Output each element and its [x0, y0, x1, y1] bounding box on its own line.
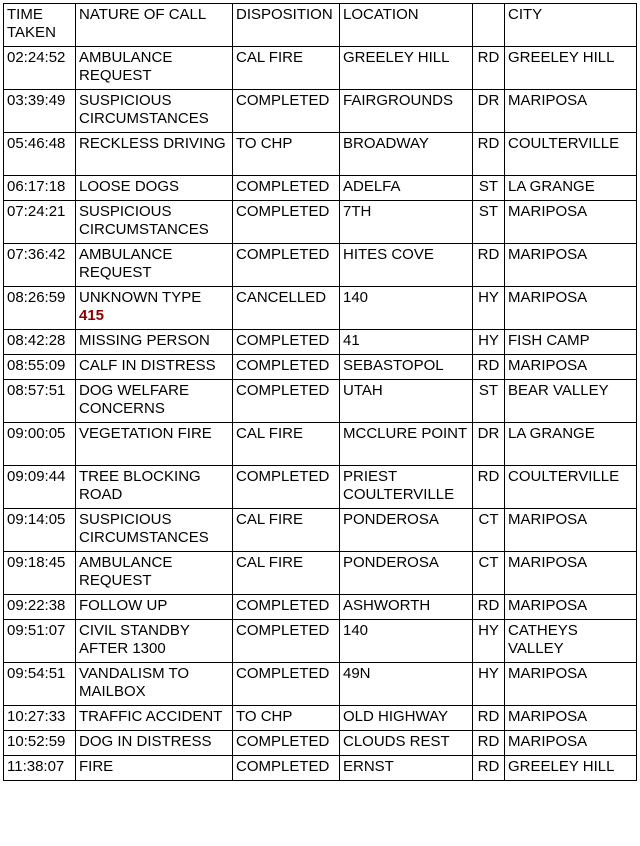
cell-street-suffix [473, 355, 505, 380]
cell-disposition-text: TO CHP [236, 135, 293, 152]
cell-city-text: GREELEY HILL [508, 758, 615, 775]
cell-disposition [233, 706, 340, 731]
cell-location [340, 756, 473, 781]
cell-time-taken-text: 08:55:09 [7, 357, 66, 374]
cell-time-taken-text: 09:00:05 [7, 425, 66, 442]
cell-location-text: HITES COVE [343, 246, 434, 263]
cell-time-taken-text: 09:22:38 [7, 597, 66, 614]
table-row [4, 595, 637, 620]
cell-nature-of-call-text: SUSPICIOUS CIRCUMSTANCES [79, 511, 209, 546]
cell-city [505, 355, 637, 380]
header-location: LOCATION [340, 4, 473, 47]
cell-location-text: UTAH [343, 382, 383, 399]
cell-city [505, 244, 637, 287]
cell-city-text: CATHEYS VALLEY [508, 622, 578, 657]
cell-street-suffix-text: CT [478, 554, 499, 571]
cell-time-taken-text: 09:09:44 [7, 468, 66, 485]
cell-time-taken-text: 03:39:49 [7, 92, 66, 109]
cell-street-suffix [473, 552, 505, 595]
cell-location [340, 90, 473, 133]
cell-location [340, 355, 473, 380]
cell-street-suffix [473, 466, 505, 509]
cell-nature-of-call [76, 509, 233, 552]
table-row [4, 731, 637, 756]
cell-city [505, 423, 637, 466]
cell-street-suffix-text: ST [478, 178, 499, 195]
cell-nature-of-call-text: SUSPICIOUS CIRCUMSTANCES [79, 92, 209, 127]
cell-disposition [233, 756, 340, 781]
cell-city-text: LA GRANGE [508, 425, 595, 442]
cell-time-taken [4, 355, 76, 380]
cell-street-suffix-text: RD [477, 597, 500, 614]
cell-nature-of-call-text: AMBULANCE REQUEST [79, 49, 173, 84]
cell-street-suffix-text: ST [478, 203, 499, 220]
cell-nature-of-call [76, 423, 233, 466]
cell-location-text: GREELEY HILL [343, 49, 450, 66]
cell-disposition-text: COMPLETED [236, 203, 330, 220]
cell-disposition-text: COMPLETED [236, 357, 330, 374]
cell-city [505, 663, 637, 706]
call-code: 415 [79, 307, 105, 324]
cell-street-suffix-text: DR [477, 425, 500, 442]
cell-nature-of-call-text: FIRE [79, 758, 114, 775]
cell-street-suffix [473, 287, 505, 330]
cell-time-taken [4, 244, 76, 287]
cell-city [505, 176, 637, 201]
cell-nature-of-call-text: CIVIL STANDBY AFTER 1300 [79, 622, 190, 657]
cell-nature-of-call-text: UNKNOWN TYPE [79, 289, 202, 306]
cell-nature-of-call [76, 552, 233, 595]
cell-disposition [233, 287, 340, 330]
table-row [4, 201, 637, 244]
cell-time-taken [4, 509, 76, 552]
cell-city [505, 595, 637, 620]
cell-nature-of-call [76, 176, 233, 201]
cell-street-suffix [473, 423, 505, 466]
header-city: CITY [505, 4, 637, 47]
cell-disposition [233, 620, 340, 663]
cell-disposition [233, 509, 340, 552]
cell-location-text: 7TH [343, 203, 372, 220]
table-row [4, 47, 637, 90]
cell-location-text: 49N [343, 665, 371, 682]
cell-location [340, 731, 473, 756]
cell-street-suffix [473, 595, 505, 620]
cell-time-taken-text: 10:27:33 [7, 708, 66, 725]
cell-location [340, 47, 473, 90]
cell-nature-of-call [76, 380, 233, 423]
cell-street-suffix [473, 731, 505, 756]
table-row [4, 620, 637, 663]
cell-disposition-text: CAL FIRE [236, 425, 303, 442]
cell-location [340, 176, 473, 201]
cell-nature-of-call [76, 47, 233, 90]
cell-city-text: MARIPOSA [508, 357, 588, 374]
cell-city-text: LA GRANGE [508, 178, 595, 195]
table-row [4, 244, 637, 287]
cell-street-suffix [473, 133, 505, 176]
cell-street-suffix [473, 663, 505, 706]
cell-street-suffix-text: ST [478, 382, 499, 399]
cell-street-suffix [473, 380, 505, 423]
cell-street-suffix-text: RD [477, 357, 500, 374]
cell-disposition-text: TO CHP [236, 708, 293, 725]
cell-nature-of-call [76, 663, 233, 706]
cell-time-taken-text: 09:14:05 [7, 511, 66, 528]
cell-nature-of-call [76, 620, 233, 663]
cell-disposition [233, 201, 340, 244]
cell-nature-of-call [76, 201, 233, 244]
cell-city-text: BEAR VALLEY [508, 382, 609, 399]
cell-disposition [233, 552, 340, 595]
cell-location-text: OLD HIGHWAY [343, 708, 449, 725]
cell-time-taken [4, 287, 76, 330]
cell-time-taken [4, 201, 76, 244]
cell-disposition-text: COMPLETED [236, 733, 330, 750]
cell-location [340, 663, 473, 706]
cell-disposition [233, 423, 340, 466]
table-row [4, 287, 637, 330]
cell-time-taken [4, 466, 76, 509]
cell-time-taken-text: 10:52:59 [7, 733, 66, 750]
cell-nature-of-call-text: CALF IN DISTRESS [79, 357, 216, 374]
cell-city-text: MARIPOSA [508, 708, 588, 725]
cell-disposition-text: CAL FIRE [236, 49, 303, 66]
cell-location-text: MCCLURE POINT [343, 425, 468, 442]
cell-disposition-text: COMPLETED [236, 665, 330, 682]
cell-time-taken [4, 731, 76, 756]
header-street-suffix [473, 4, 505, 47]
cell-city [505, 756, 637, 781]
cell-street-suffix-text: RD [477, 733, 500, 750]
cell-nature-of-call-text: DOG WELFARE CONCERNS [79, 382, 190, 417]
cell-city [505, 552, 637, 595]
cell-location-text: BROADWAY [343, 135, 429, 152]
cell-nature-of-call-text: AMBULANCE REQUEST [79, 246, 173, 281]
cell-nature-of-call [76, 706, 233, 731]
cell-street-suffix [473, 47, 505, 90]
cell-disposition-text: COMPLETED [236, 92, 330, 109]
cell-nature-of-call [76, 133, 233, 176]
cell-time-taken-text: 11:38:07 [7, 758, 65, 775]
cell-disposition-text: CANCELLED [236, 289, 327, 306]
table-row [4, 176, 637, 201]
cell-street-suffix-text: HY [478, 332, 499, 349]
cell-nature-of-call-text: VANDALISM TO MAILBOX [79, 665, 190, 700]
cell-location [340, 330, 473, 355]
cell-location [340, 466, 473, 509]
cell-location-text: ERNST [343, 758, 394, 775]
cell-disposition [233, 90, 340, 133]
cell-street-suffix-text: CT [478, 511, 499, 528]
header-disposition: DISPOSITION [233, 4, 340, 47]
cell-time-taken [4, 423, 76, 466]
cell-location-text: SEBASTOPOL [343, 357, 444, 374]
header-row [4, 4, 637, 47]
cell-city-text: COULTERVILLE [508, 468, 620, 485]
call-log-body [4, 47, 637, 781]
cell-nature-of-call [76, 466, 233, 509]
cell-city [505, 620, 637, 663]
cell-disposition-text: COMPLETED [236, 597, 330, 614]
cell-location [340, 552, 473, 595]
cell-disposition-text: COMPLETED [236, 758, 330, 775]
cell-location [340, 509, 473, 552]
cell-location-text: PRIEST COULTERVILLE [343, 468, 455, 503]
cell-street-suffix-text: HY [478, 289, 499, 306]
cell-time-taken [4, 706, 76, 731]
table-row [4, 90, 637, 133]
cell-city [505, 380, 637, 423]
cell-nature-of-call-text: MISSING PERSON [79, 332, 210, 349]
cell-street-suffix-text: DR [477, 92, 500, 109]
cell-time-taken [4, 176, 76, 201]
cell-disposition [233, 176, 340, 201]
cell-disposition-text: COMPLETED [236, 246, 330, 263]
cell-time-taken-text: 06:17:18 [7, 178, 66, 195]
header-nature-of-call: NATURE OF CALL [76, 4, 233, 47]
cell-city-text: MARIPOSA [508, 511, 588, 528]
cell-nature-of-call-text: RECKLESS DRIVING [79, 135, 226, 152]
cell-time-taken [4, 620, 76, 663]
cell-time-taken-text: 08:26:59 [7, 289, 66, 306]
cell-street-suffix [473, 756, 505, 781]
cell-nature-of-call [76, 244, 233, 287]
cell-time-taken [4, 330, 76, 355]
cell-city [505, 287, 637, 330]
table-row [4, 663, 637, 706]
cell-time-taken-text: 09:51:07 [7, 622, 66, 639]
cell-location [340, 620, 473, 663]
cell-location-text: 41 [343, 332, 360, 349]
cell-location [340, 380, 473, 423]
cell-time-taken-text: 05:46:48 [7, 135, 66, 152]
cell-time-taken [4, 133, 76, 176]
cell-street-suffix-text: RD [477, 468, 500, 485]
cell-street-suffix [473, 176, 505, 201]
cell-nature-of-call [76, 287, 233, 330]
cell-time-taken-text: 08:42:28 [7, 332, 66, 349]
cell-disposition-text: CAL FIRE [236, 554, 303, 571]
cell-city [505, 201, 637, 244]
cell-time-taken-text: 02:24:52 [7, 49, 66, 66]
cell-city [505, 330, 637, 355]
cell-street-suffix-text: RD [477, 708, 500, 725]
cell-location [340, 706, 473, 731]
cell-nature-of-call [76, 90, 233, 133]
cell-location-text: PONDEROSA [343, 511, 439, 528]
cell-street-suffix-text: HY [478, 665, 499, 682]
cell-disposition-text: COMPLETED [236, 178, 330, 195]
cell-disposition [233, 595, 340, 620]
cell-location-text: 140 [343, 622, 369, 639]
cell-location-text: CLOUDS REST [343, 733, 450, 750]
cell-location [340, 595, 473, 620]
cell-location-text: PONDEROSA [343, 554, 439, 571]
cell-time-taken [4, 552, 76, 595]
cell-time-taken-text: 09:54:51 [7, 665, 66, 682]
cell-time-taken-text: 07:24:21 [7, 203, 66, 220]
cell-nature-of-call-text: DOG IN DISTRESS [79, 733, 212, 750]
table-row [4, 423, 637, 466]
cell-city-text: MARIPOSA [508, 665, 588, 682]
cell-city [505, 133, 637, 176]
cell-city [505, 706, 637, 731]
table-row [4, 466, 637, 509]
cell-time-taken-text: 07:36:42 [7, 246, 66, 263]
cell-disposition-text: COMPLETED [236, 622, 330, 639]
cell-nature-of-call-text: VEGETATION FIRE [79, 425, 212, 442]
cell-disposition [233, 380, 340, 423]
cell-city-text: COULTERVILLE [508, 135, 620, 152]
cell-location-text: ADELFA [343, 178, 401, 195]
cell-street-suffix-text: RD [477, 49, 500, 66]
cell-time-taken-text: 09:18:45 [7, 554, 66, 571]
cell-location [340, 201, 473, 244]
cell-nature-of-call [76, 731, 233, 756]
cell-time-taken [4, 595, 76, 620]
table-row [4, 552, 637, 595]
cell-street-suffix-text: HY [478, 622, 499, 639]
cell-nature-of-call-text: FOLLOW UP [79, 597, 168, 614]
table-row [4, 509, 637, 552]
cell-location-text: ASHWORTH [343, 597, 431, 614]
cell-nature-of-call-text: TREE BLOCKING ROAD [79, 468, 201, 503]
cell-disposition [233, 466, 340, 509]
cell-time-taken-text: 08:57:51 [7, 382, 66, 399]
table-row [4, 756, 637, 781]
cell-location-text: 140 [343, 289, 369, 306]
table-row [4, 133, 637, 176]
cell-disposition [233, 47, 340, 90]
cell-street-suffix [473, 620, 505, 663]
cell-time-taken [4, 756, 76, 781]
cell-street-suffix [473, 706, 505, 731]
cell-street-suffix [473, 90, 505, 133]
cell-city-text: MARIPOSA [508, 246, 588, 263]
table-row [4, 330, 637, 355]
cell-disposition-text: COMPLETED [236, 468, 330, 485]
table-row [4, 380, 637, 423]
header-time-taken: TIME TAKEN [4, 4, 76, 47]
cell-city-text: MARIPOSA [508, 203, 588, 220]
cell-city [505, 466, 637, 509]
cell-nature-of-call [76, 595, 233, 620]
cell-disposition-text: COMPLETED [236, 332, 330, 349]
cell-disposition [233, 330, 340, 355]
cell-city [505, 90, 637, 133]
cell-city-text: GREELEY HILL [508, 49, 615, 66]
cell-disposition-text: CAL FIRE [236, 511, 303, 528]
cell-street-suffix [473, 509, 505, 552]
cell-nature-of-call-text: LOOSE DOGS [79, 178, 180, 195]
cell-disposition [233, 355, 340, 380]
cell-city-text: MARIPOSA [508, 289, 588, 306]
cell-city-text: FISH CAMP [508, 332, 590, 349]
cell-location [340, 133, 473, 176]
cell-time-taken [4, 47, 76, 90]
cell-disposition [233, 663, 340, 706]
cell-street-suffix [473, 330, 505, 355]
cell-city [505, 731, 637, 756]
cell-nature-of-call-text: SUSPICIOUS CIRCUMSTANCES [79, 203, 209, 238]
cell-nature-of-call-text: TRAFFIC ACCIDENT [79, 708, 223, 725]
cell-city-text: MARIPOSA [508, 597, 588, 614]
cell-street-suffix [473, 201, 505, 244]
cell-time-taken [4, 380, 76, 423]
cell-disposition [233, 244, 340, 287]
cell-location [340, 244, 473, 287]
cell-city-text: MARIPOSA [508, 554, 588, 571]
cell-city-text: MARIPOSA [508, 733, 588, 750]
cell-nature-of-call-text: AMBULANCE REQUEST [79, 554, 173, 589]
cell-city-text: MARIPOSA [508, 92, 588, 109]
cell-street-suffix-text: RD [477, 246, 500, 263]
cell-city [505, 47, 637, 90]
cell-disposition [233, 731, 340, 756]
cell-street-suffix-text: RD [477, 135, 500, 152]
cell-street-suffix-text: RD [477, 758, 500, 775]
cell-time-taken [4, 663, 76, 706]
table-row [4, 706, 637, 731]
cell-nature-of-call [76, 756, 233, 781]
cell-location [340, 423, 473, 466]
cell-city [505, 509, 637, 552]
cell-street-suffix [473, 244, 505, 287]
cell-location [340, 287, 473, 330]
table-row [4, 355, 637, 380]
cell-disposition [233, 133, 340, 176]
cell-nature-of-call [76, 330, 233, 355]
cell-nature-of-call [76, 355, 233, 380]
cell-location-text: FAIRGROUNDS [343, 92, 454, 109]
cell-time-taken [4, 90, 76, 133]
call-log-table [3, 3, 637, 781]
cell-disposition-text: COMPLETED [236, 382, 330, 399]
